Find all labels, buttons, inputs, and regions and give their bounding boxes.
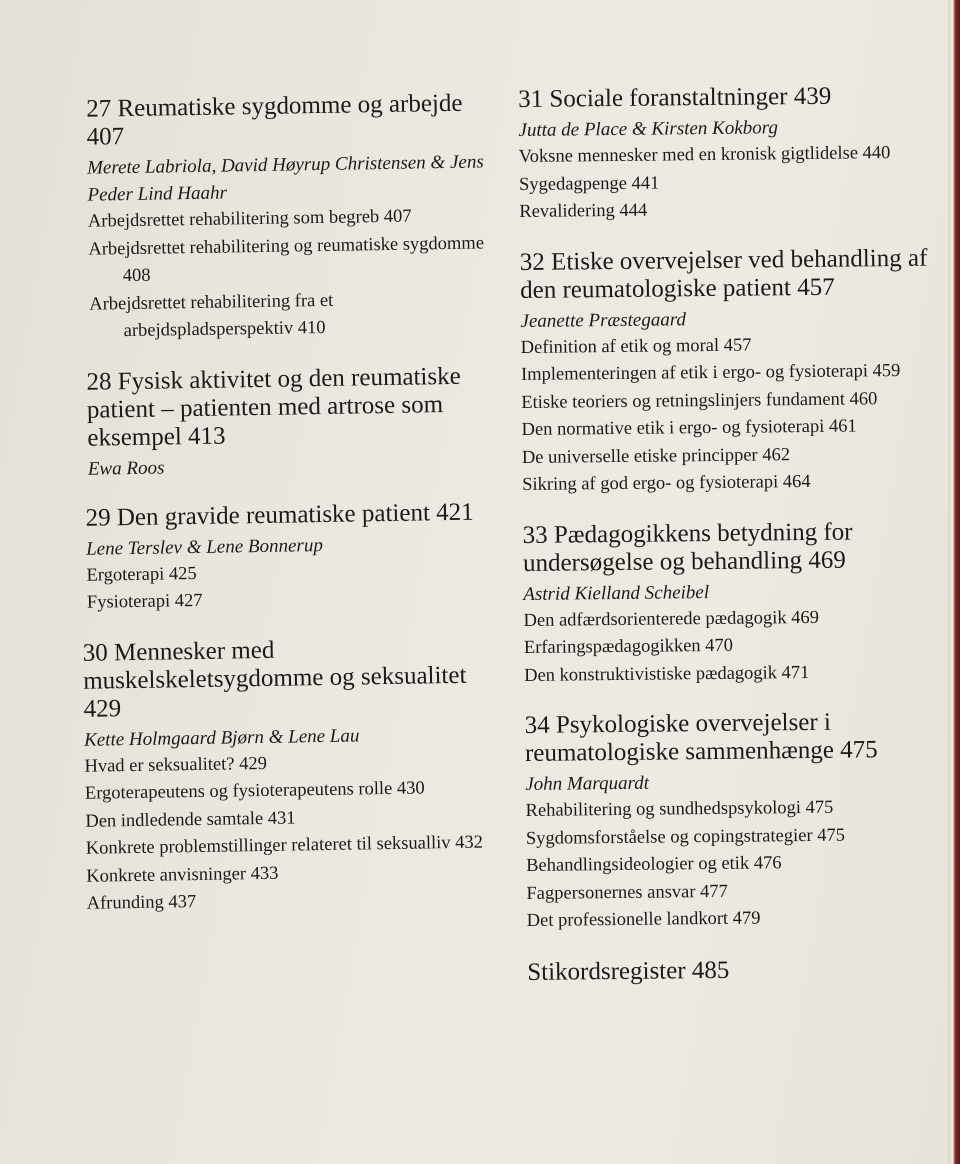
chapter-title: 33 Pædagogikkens betydning for undersøgelse og behandling 469 [522,518,853,577]
toc-entry: Fysioterapi 427 [86,590,203,613]
toc-entry: Arbejdsrettet rehabilitering og reumatiske sygdomme 408 [88,232,485,287]
toc-right-column [518,82,952,988]
toc-entry: De universelle etiske principper 462 [521,444,791,468]
toc-entry: Konkrete anvisninger 433 [86,863,279,887]
toc-entry: Ergoterapi 425 [86,563,197,586]
chapter-author: Kette Holmgaard Bjørn & Lene Lau [83,724,360,751]
toc-entry: Fagpersonernes ansvar 477 [526,881,728,904]
toc-entry: Den normative etik i ergo- og fysioterapi 461 [521,416,857,440]
toc-left-column [66,89,509,940]
chapter-title: 28 Fysisk aktivitet og den reumatiske patient – patienten med artrose som eksempel 413 [86,362,461,452]
index-register-entry: Stikordsregister 485 [527,956,730,986]
toc-entry: Erfaringspædagogikken 470 [523,635,734,658]
book-page-edge [948,0,960,1164]
toc-entry: Arbejdsrettet rehabilitering fra et arbejdspladsperspektiv 410 [89,290,334,342]
chapter-author: Lene Terslev & Lene Bonnerup [85,534,324,560]
toc-entry: Den adfærdsorienterede pædagogik 469 [523,607,820,631]
toc-chapter [520,244,948,499]
chapter-author: Merete Labriola, David Høyrup Christensen & Jens Peder Lind Haahr [86,151,484,206]
chapter-title: 31 Sociale foranstaltninger 439 [518,82,832,113]
toc-entry: Etiske teoriers og retningslinjers fundament 460 [521,388,878,413]
toc-chapter [66,89,500,346]
toc-entry: Ergoterapeutens og fysioterapeutens rolle 430 [84,778,425,804]
toc-entry: Implementeringen af etik i ergo- og fysioterapi 459 [520,361,901,385]
toc-entry: Sikring af god ergo- og fysioterapi 464 [522,471,811,495]
chapter-author: Jeanette Præstegaard [520,308,687,332]
chapter-title: 30 Mennesker med muskelskeletsygdomme og seksualitet 429 [82,636,467,723]
chapter-author: Ewa Roos [87,457,165,480]
chapter-author: John Marquardt [525,772,650,795]
chapter-author: Jutta de Place & Kirsten Kokborg [518,117,779,141]
toc-entry: Det professionelle landkort 479 [526,908,761,931]
toc-entry: Sygedagpenge 441 [518,173,660,195]
toc-entry: Revalidering 444 [519,200,648,222]
toc-chapter [525,708,952,936]
chapter-title: 34 Psykologiske overvejelser i reumatologiske sammenhænge 475 [524,708,878,767]
toc-entry: Den konstruktivistiske pædagogik 471 [524,662,810,686]
toc-chapter [70,362,502,483]
toc-entry: Konkrete problemstillinger relateret til seksualliv 432 [85,832,484,859]
toc-entry: Voksne mennesker med en kronisk gigtlidelse 440 [518,143,891,167]
toc-chapter [83,633,509,919]
toc-entry: Definition af etik og moral 457 [520,335,752,358]
toc-entry: Behandlingsideologier og etik 476 [526,853,782,876]
chapter-author: Astrid Kielland Scheibel [523,581,710,605]
toc-entry: Afrunding 437 [86,892,197,914]
toc-chapter [85,498,504,618]
toc-entry: Rehabilitering og sundhedspsykologi 475 [525,797,834,821]
chapter-title: 27 Reumatiske sygdomme og arbejde 407 [85,89,463,151]
toc-chapter [518,82,944,227]
toc-entry: Den indledende samtale 431 [85,807,296,832]
toc-entry: Sygdomsforståelse og copingstrategier 475 [525,825,846,849]
toc-entry: Arbejdsrettet rehabilitering som begreb 407 [87,206,412,232]
chapter-title: 29 Den gravide reumatiske patient 421 [85,498,474,532]
toc-chapter [523,517,950,690]
chapter-title: 32 Etiske overvejelser ved behandling af den reumatologiske patient 457 [519,244,928,304]
toc-entry: Hvad er seksualitet? 429 [84,753,268,777]
